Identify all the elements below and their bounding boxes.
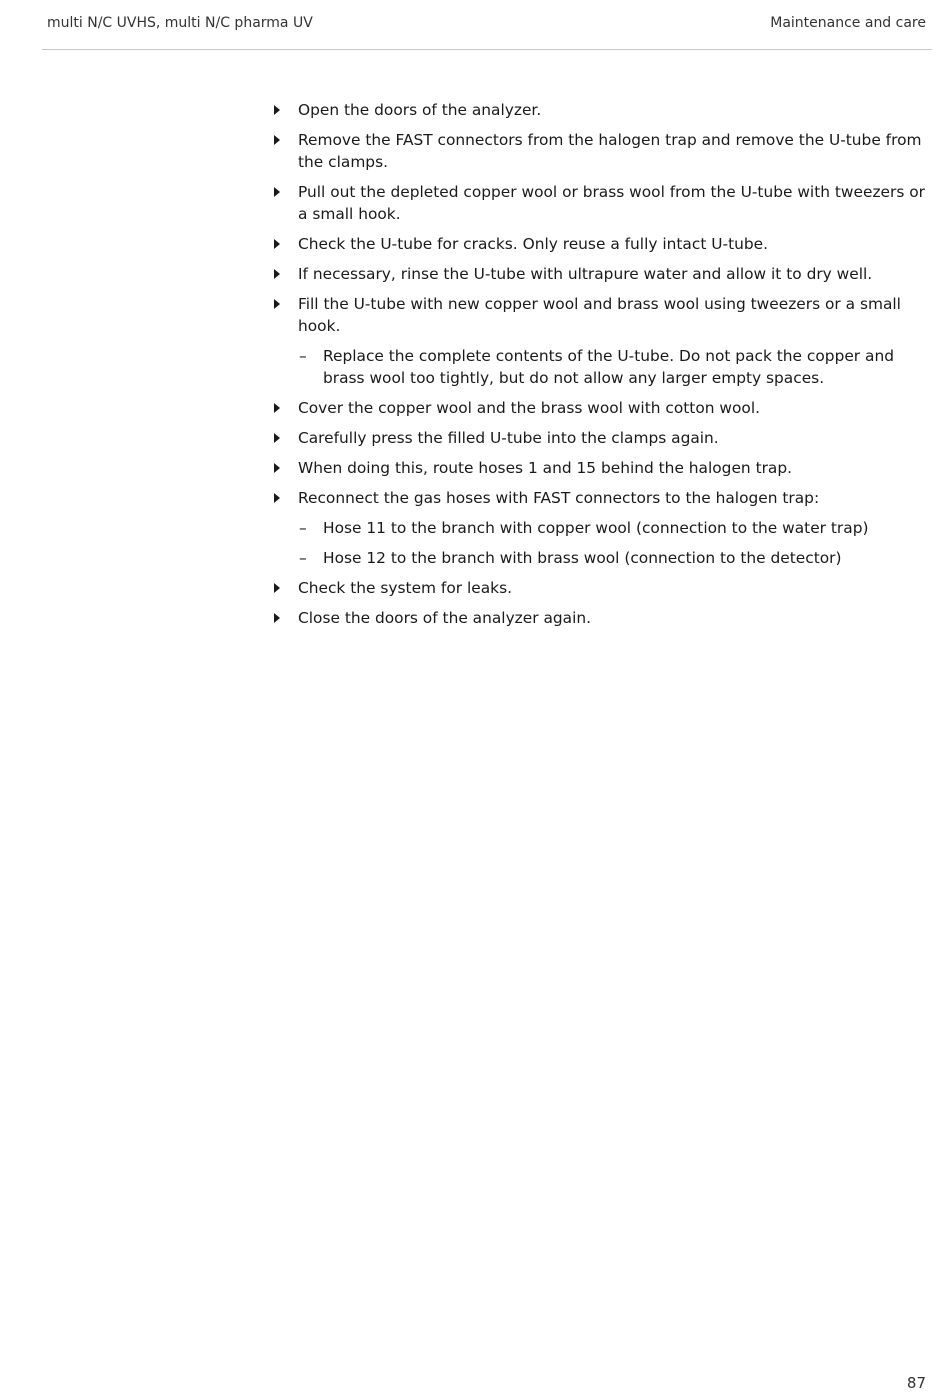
step-item bbox=[272, 607, 932, 629]
step-item bbox=[272, 99, 932, 121]
step-text: Carefully press the filled U-tube into the clamps again. bbox=[298, 429, 719, 447]
sub-step-item bbox=[272, 517, 932, 539]
step-text: Open the doors of the analyzer. bbox=[298, 101, 542, 119]
triangle-bullet-icon bbox=[274, 613, 280, 623]
document-title: multi N/C UVHS, multi N/C pharma UV bbox=[47, 15, 313, 31]
sub-step-text: Hose 12 to the branch with brass wool (connection to the detector) bbox=[323, 549, 842, 567]
triangle-bullet-icon bbox=[274, 433, 280, 443]
triangle-bullet-icon bbox=[274, 299, 280, 309]
dash-marker: – bbox=[299, 549, 307, 567]
step-text: If necessary, rinse the U-tube with ultrapure water and allow it to dry well. bbox=[298, 265, 873, 283]
step-item bbox=[272, 397, 932, 419]
triangle-bullet-icon bbox=[274, 239, 280, 249]
sub-step-text: Hose 11 to the branch with copper wool (connection to the water trap) bbox=[323, 519, 869, 537]
step-text: Remove the FAST connectors from the halogen trap and remove the U-tube from the clamps. bbox=[298, 131, 922, 171]
step-text: Check the system for leaks. bbox=[298, 579, 512, 597]
step-text: Close the doors of the analyzer again. bbox=[298, 609, 592, 627]
step-text: Pull out the depleted copper wool or brass wool from the U-tube with tweezers or a small hook. bbox=[298, 183, 925, 223]
dash-marker: – bbox=[299, 519, 307, 537]
instruction-list bbox=[272, 99, 932, 637]
triangle-bullet-icon bbox=[274, 403, 280, 413]
sub-step-text: Replace the complete contents of the U-tube. Do not pack the copper and brass wool too tightly, but do not allow any larger empty spaces. bbox=[323, 347, 894, 387]
triangle-bullet-icon bbox=[274, 105, 280, 115]
step-text: Cover the copper wool and the brass wool with cotton wool. bbox=[298, 399, 760, 417]
step-text: Reconnect the gas hoses with FAST connectors to the halogen trap: bbox=[298, 489, 820, 507]
triangle-bullet-icon bbox=[274, 135, 280, 145]
triangle-bullet-icon bbox=[274, 583, 280, 593]
step-item bbox=[272, 427, 932, 449]
page-number: 87 bbox=[906, 1374, 926, 1392]
step-text: When doing this, route hoses 1 and 15 behind the halogen trap. bbox=[298, 459, 793, 477]
sub-step-item bbox=[272, 345, 932, 389]
step-item bbox=[272, 457, 932, 479]
sub-step-item bbox=[272, 547, 932, 569]
section-title: Maintenance and care bbox=[770, 15, 926, 31]
triangle-bullet-icon bbox=[274, 463, 280, 473]
triangle-bullet-icon bbox=[274, 493, 280, 503]
step-item bbox=[272, 263, 932, 285]
step-item bbox=[272, 577, 932, 599]
page-header bbox=[0, 0, 950, 50]
dash-marker: – bbox=[299, 347, 307, 365]
step-text: Fill the U-tube with new copper wool and brass wool using tweezers or a small hook. bbox=[298, 295, 901, 335]
step-text: Check the U-tube for cracks. Only reuse a fully intact U-tube. bbox=[298, 235, 768, 253]
step-item bbox=[272, 181, 932, 225]
step-item bbox=[272, 487, 932, 509]
step-item bbox=[272, 293, 932, 337]
triangle-bullet-icon bbox=[274, 187, 280, 197]
triangle-bullet-icon bbox=[274, 269, 280, 279]
header-divider bbox=[42, 49, 932, 50]
step-item bbox=[272, 129, 932, 173]
step-item bbox=[272, 233, 932, 255]
